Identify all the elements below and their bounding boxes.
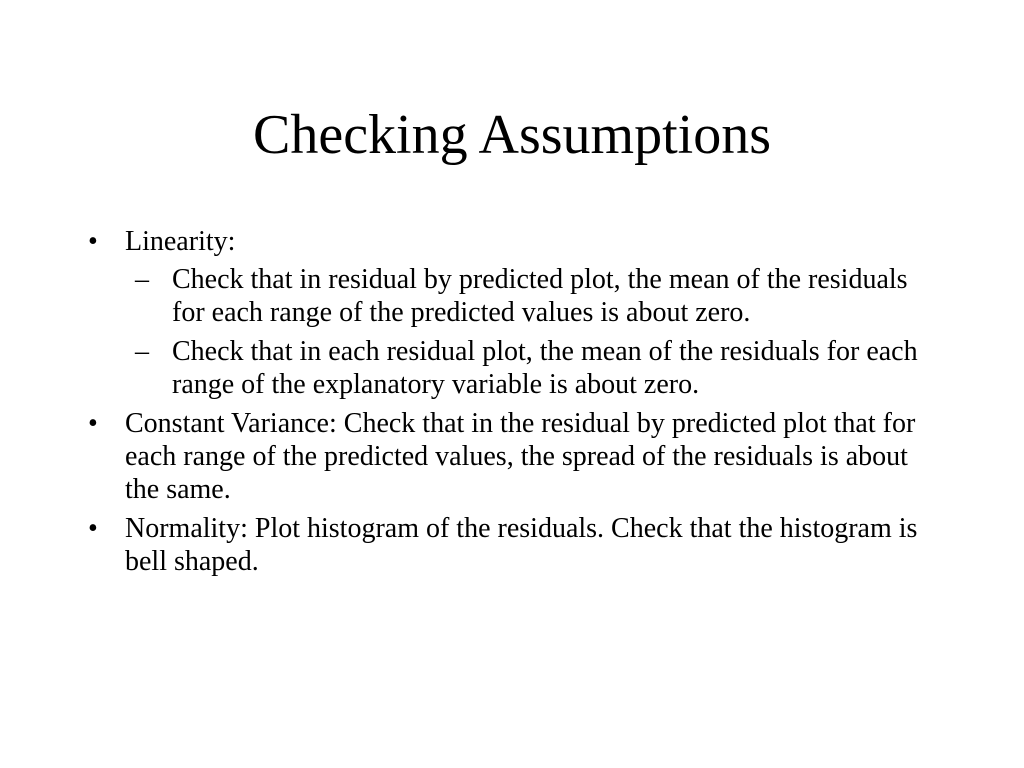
- sub-bullet-list: [135, 263, 938, 401]
- bullet-text: Constant Variance: Check that in the residual by predicted plot that for each range of the predicted values, the spread of the residuals is about the same.: [125, 408, 916, 505]
- bullet-item-constant-variance: [88, 407, 938, 506]
- sub-bullet-text: Check that in each residual plot, the mean of the residuals for each range of the explanatory variable is about zero.: [172, 336, 918, 400]
- bullet-text: Normality: Plot histogram of the residuals. Check that the histogram is bell shaped.: [125, 513, 918, 577]
- bullet-item-normality: [88, 512, 938, 578]
- sub-bullet-text: Check that in residual by predicted plot, the mean of the residuals for each range of the predicted values is about zero.: [172, 264, 908, 328]
- sub-bullet-item: [135, 263, 938, 329]
- bullet-icon: •: [88, 226, 98, 257]
- bullet-icon: •: [88, 408, 98, 439]
- bullet-item-linearity: [88, 225, 938, 401]
- sub-bullet-item: [135, 335, 938, 401]
- slide-title: Checking Assumptions: [252, 104, 772, 166]
- bullet-icon: •: [88, 513, 98, 544]
- dash-icon: –: [135, 336, 149, 367]
- bullet-list: [88, 225, 938, 584]
- dash-icon: –: [135, 264, 149, 295]
- bullet-text: Linearity:: [125, 226, 236, 257]
